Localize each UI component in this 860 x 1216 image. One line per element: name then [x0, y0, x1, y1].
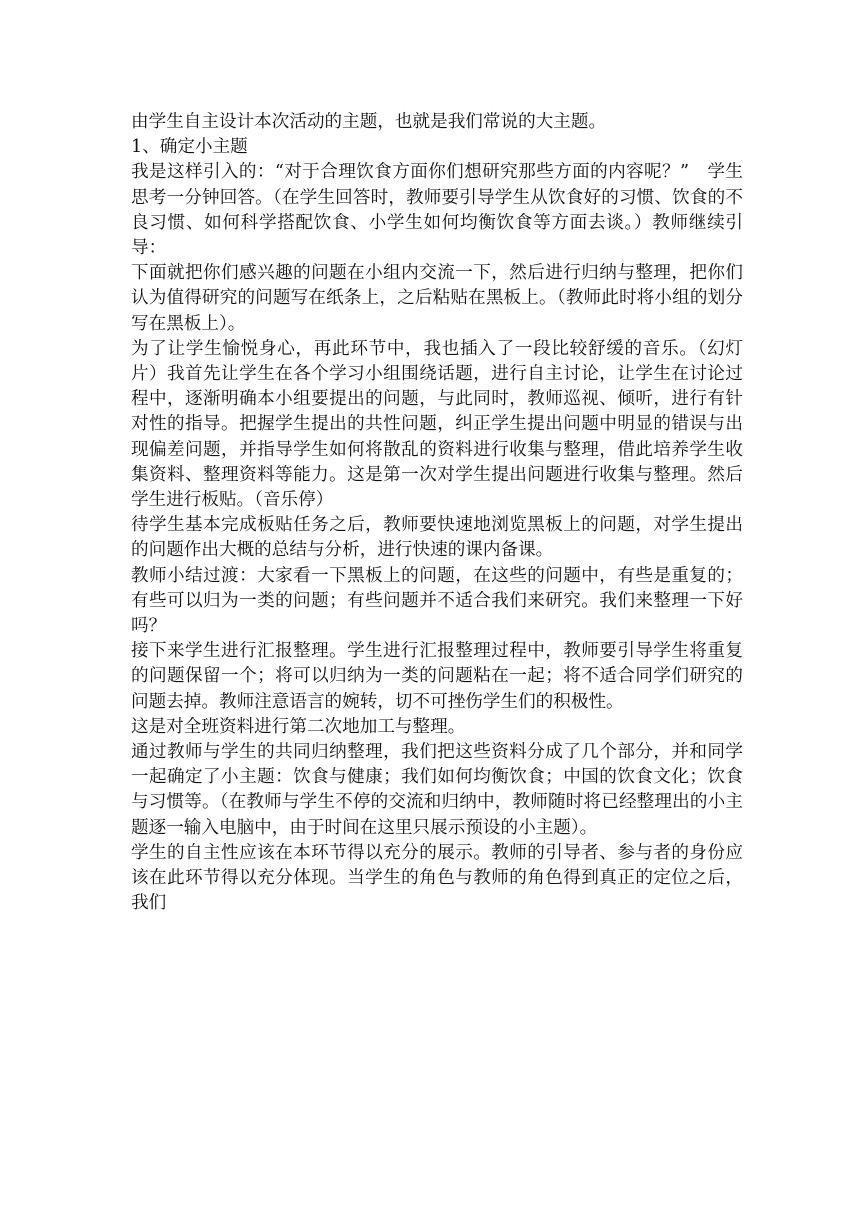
- paragraph: 我是这样引入的：“对于合理饮食方面你们想研究那些方面的内容呢？” 学生思考一分钟回答。（在学生回答时，教师要引导学生从饮食好的习惯、饮食的不良习惯、如何科学搭配饮食、小学生如何均衡饮食等方面去谈。）教师继续引导：: [131, 162, 743, 259]
- paragraph: 通过教师与学生的共同归纳整理，我们把这些资料分成了几个部分，并和同学一起确定了小主题：饮食与健康；我们如何均衡饮食；中国的饮食文化；饮食与习惯等。（在教师与学生不停的交流和归纳中，教师随时将已经整理出的小主题逐一输入电脑中，由于时间在这里只展示预设的小主题）。: [131, 742, 743, 838]
- paragraph: 这是对全班资料进行第二次地加工与整理。: [131, 716, 466, 737]
- paragraph-intro: 由学生自主设计本次活动的主题，也就是我们常说的大主题。: [131, 112, 607, 132]
- paragraph: 教师小结过渡：大家看一下黑板上的问题，在这些的问题中，有些是重复的；有些可以归为一类的问题；有些问题并不适合我们来研究。我们来整理一下好吗？: [131, 565, 743, 637]
- paragraph: 待学生基本完成板贴任务之后，教师要快速地浏览黑板上的问题，对学生提出的问题作出大概的总结与分析，进行快速的课内备课。: [131, 515, 743, 561]
- paragraph: 下面就把你们感兴趣的问题在小组内交流一下，然后进行归纳与整理，把你们认为值得研究的问题写在纸条上，之后粘贴在黑板上。（教师此时将小组的划分写在黑板上）。: [131, 263, 743, 334]
- document-body: [131, 110, 743, 917]
- section-heading: 1、确定小主题: [131, 137, 248, 158]
- paragraph: 为了让学生愉悦身心，再此环节中，我也插入了一段比较舒缓的音乐。（幻灯片）我首先让学生在各个学习小组围绕话题，进行自主讨论，让学生在讨论过程中，逐渐明确本小组要提出的问题，与此同时，教师巡视、倾听，进行有针对性的指导。把握学生提出的共性问题，纠正学生提出问题中明显的错误与出现偏差问题，并指导学生如何将散乱的资料进行收集与整理，借此培养学生收集资料、整理资料等能力。这是第一次对学生提出问题进行收集与整理。然后学生进行板贴。（音乐停）: [131, 338, 743, 511]
- paragraph: 学生的自主性应该在本环节得以充分的展示。教师的引导者、参与者的身份应该在此环节得以充分体现。当学生的角色与教师的角色得到真正的定位之后，我们: [131, 842, 743, 914]
- paragraph: 接下来学生进行汇报整理。学生进行汇报整理过程中，教师要引导学生将重复的问题保留一个；将可以归纳为一类的问题粘在一起；将不适合同学们研究的问题去掉。教师注意语言的婉转，切不可挫伤学生们的积极性。: [131, 641, 743, 712]
